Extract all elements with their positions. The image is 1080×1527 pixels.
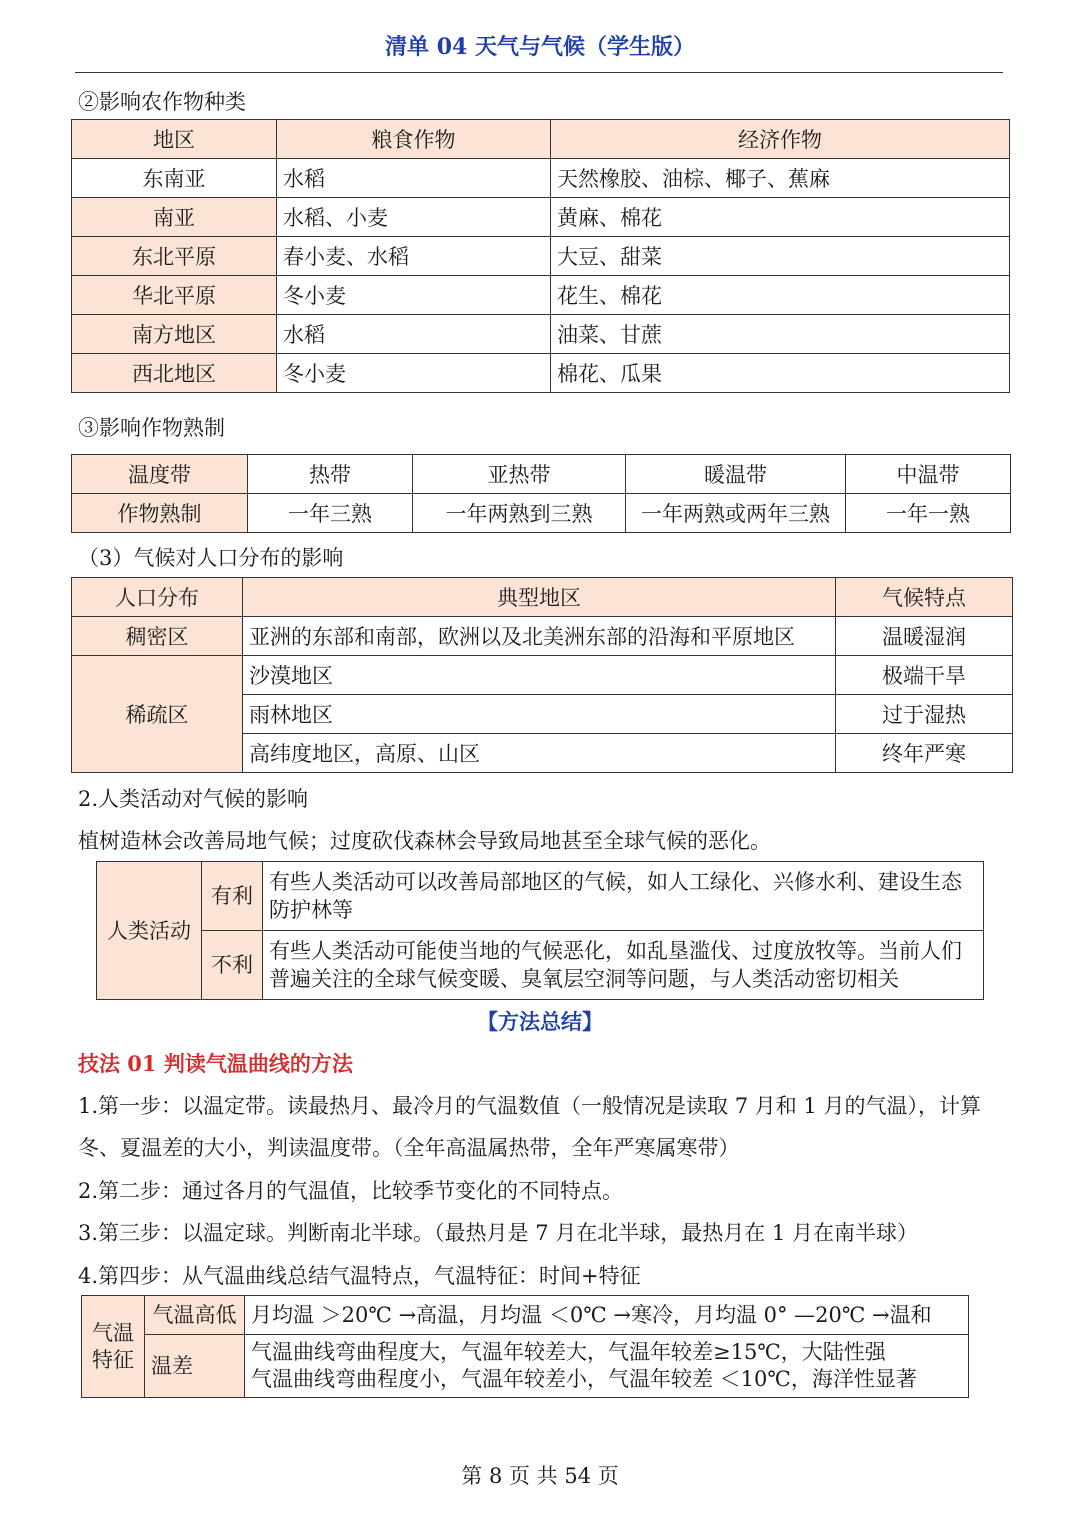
table-row [72, 315, 1010, 354]
table-cell: 月均温 ＞20℃ →高温，月均温 ＜0℃ →寒冷，月均温 0° —20℃ →温和 [245, 1296, 969, 1335]
table-cell: 有些人类活动可能使当地的气候恶化，如乱垦滥伐、过度放牧等。当前人们普遍关注的全球气候变暖、臭氧层空洞等问题，与人类活动密切相关 [263, 931, 984, 1000]
page-footer: 第 8 页 共 54 页 [461, 1464, 619, 1488]
table-cell: 水稻、小麦 [277, 198, 551, 237]
table-cell: 有些人类活动可以改善局部地区的气候，如人工绿化、兴修水利、建设生态防护林等 [263, 862, 984, 931]
table-cell: 气温高低 [145, 1296, 245, 1335]
table-cell: 亚洲的东部和南部，欧洲以及北美洲东部的沿海和平原地区 [243, 617, 836, 656]
maturity-table [71, 454, 1011, 533]
table-cell: 东南亚 [72, 159, 277, 198]
method-step-line: 冬、夏温差的大小，判读温度带。（全年高温属热带，全年严寒属寒带） [78, 1136, 740, 1160]
table-cell: 中温带 [846, 455, 1011, 494]
table-row [72, 455, 1011, 494]
header-divider [75, 72, 1003, 73]
maturity-heading: ③影响作物熟制 [78, 416, 225, 440]
table-row [97, 862, 984, 931]
table-cell: 热带 [248, 455, 413, 494]
crops-header-cash: 经济作物 [551, 120, 1010, 159]
table-row [72, 656, 1013, 695]
table-row [72, 120, 1010, 159]
table-cell: 稀疏区 [72, 656, 243, 773]
table-cell: 亚热带 [413, 455, 626, 494]
population-table [71, 577, 1013, 773]
table-cell: 雨林地区 [243, 695, 836, 734]
table-cell: 温差 [145, 1335, 245, 1398]
table-cell: 高纬度地区，高原、山区 [243, 734, 836, 773]
table-cell [82, 1296, 145, 1398]
table-cell: 南方地区 [72, 315, 277, 354]
table-cell [245, 1335, 969, 1398]
crops-heading: ②影响农作物种类 [78, 90, 246, 114]
table-cell: 一年两熟或两年三熟 [626, 494, 846, 533]
crops-header-region: 地区 [72, 120, 277, 159]
table-row [97, 931, 984, 1000]
table-cell: 极端干旱 [836, 656, 1013, 695]
table-row [72, 578, 1013, 617]
method-title: 【方法总结】 [477, 1009, 603, 1034]
table-cell: 典型地区 [243, 578, 836, 617]
table-cell: 人口分布 [72, 578, 243, 617]
temperature-feature-table [81, 1295, 969, 1398]
table-cell: 冬小麦 [277, 354, 551, 393]
table-cell: 有利 [202, 862, 263, 931]
human-text: 植树造林会改善局地气候；过度砍伐森林会导致局地甚至全球气候的恶化。 [78, 829, 771, 853]
temp-label-line2: 特征 [92, 1347, 134, 1372]
table-cell: 南亚 [72, 198, 277, 237]
table-cell: 华北平原 [72, 276, 277, 315]
table-row [82, 1296, 969, 1335]
table-row [72, 617, 1013, 656]
table-cell: 花生、棉花 [551, 276, 1010, 315]
table-row [72, 237, 1010, 276]
crops-header-grain: 粮食作物 [277, 120, 551, 159]
human-activity-table [96, 861, 984, 1000]
table-cell: 大豆、甜菜 [551, 237, 1010, 276]
table-cell: 暖温带 [626, 455, 846, 494]
table-cell: 天然橡胶、油棕、椰子、蕉麻 [551, 159, 1010, 198]
table-cell: 冬小麦 [277, 276, 551, 315]
method-subtitle: 技法 01 判读气温曲线的方法 [78, 1051, 353, 1076]
table-cell: 不利 [202, 931, 263, 1000]
table-cell: 稠密区 [72, 617, 243, 656]
temp-label-line1: 气温 [92, 1320, 134, 1345]
table-cell: 春小麦、水稻 [277, 237, 551, 276]
table-cell: 一年一熟 [846, 494, 1011, 533]
table-cell: 黄麻、棉花 [551, 198, 1010, 237]
table-cell: 一年三熟 [248, 494, 413, 533]
table-cell: 油菜、甘蔗 [551, 315, 1010, 354]
method-step-line: 1.第一步：以温定带。读最热月、最冷月的气温数值（一般情况是读取 7 月和 1 月的气温），计算 [78, 1094, 981, 1118]
human-heading: 2.人类活动对气候的影响 [78, 787, 309, 811]
table-cell: 温度带 [72, 455, 248, 494]
table-cell: 过于湿热 [836, 695, 1013, 734]
table-cell: 作物熟制 [72, 494, 248, 533]
method-step-line: 2.第二步：通过各月的气温值，比较季节变化的不同特点。 [78, 1179, 624, 1203]
table-cell: 东北平原 [72, 237, 277, 276]
table-row [72, 198, 1010, 237]
method-step-line: 4.第四步：从气温曲线总结气温特点，气温特征：时间+特征 [78, 1264, 641, 1288]
table-cell: 温暖湿润 [836, 617, 1013, 656]
table-row [72, 354, 1010, 393]
population-heading: （3）气候对人口分布的影响 [78, 546, 344, 570]
table-cell: 西北地区 [72, 354, 277, 393]
table-cell: 沙漠地区 [243, 656, 836, 695]
table-cell: 一年两熟到三熟 [413, 494, 626, 533]
table-cell: 终年严寒 [836, 734, 1013, 773]
crops-table [71, 119, 1010, 393]
table-cell: 棉花、瓜果 [551, 354, 1010, 393]
method-step-line: 3.第三步：以温定球。判断南北半球。（最热月是 7 月在北半球，最热月在 1 月在南半球） [78, 1221, 918, 1245]
temp-diff-line1: 气温曲线弯曲程度大，气温年较差大，气温年较差≥15℃，大陆性强 [251, 1340, 886, 1364]
table-row [72, 276, 1010, 315]
table-cell: 水稻 [277, 315, 551, 354]
table-row [72, 159, 1010, 198]
table-row [82, 1335, 969, 1398]
table-row [72, 494, 1011, 533]
table-cell: 气候特点 [836, 578, 1013, 617]
page-header-title: 清单 04 天气与气候（学生版） [385, 34, 695, 60]
temp-diff-line2: 气温曲线弯曲程度小，气温年较差小，气温年较差 ＜10℃，海洋性显著 [251, 1367, 917, 1391]
table-cell: 人类活动 [97, 862, 202, 1000]
table-cell: 水稻 [277, 159, 551, 198]
